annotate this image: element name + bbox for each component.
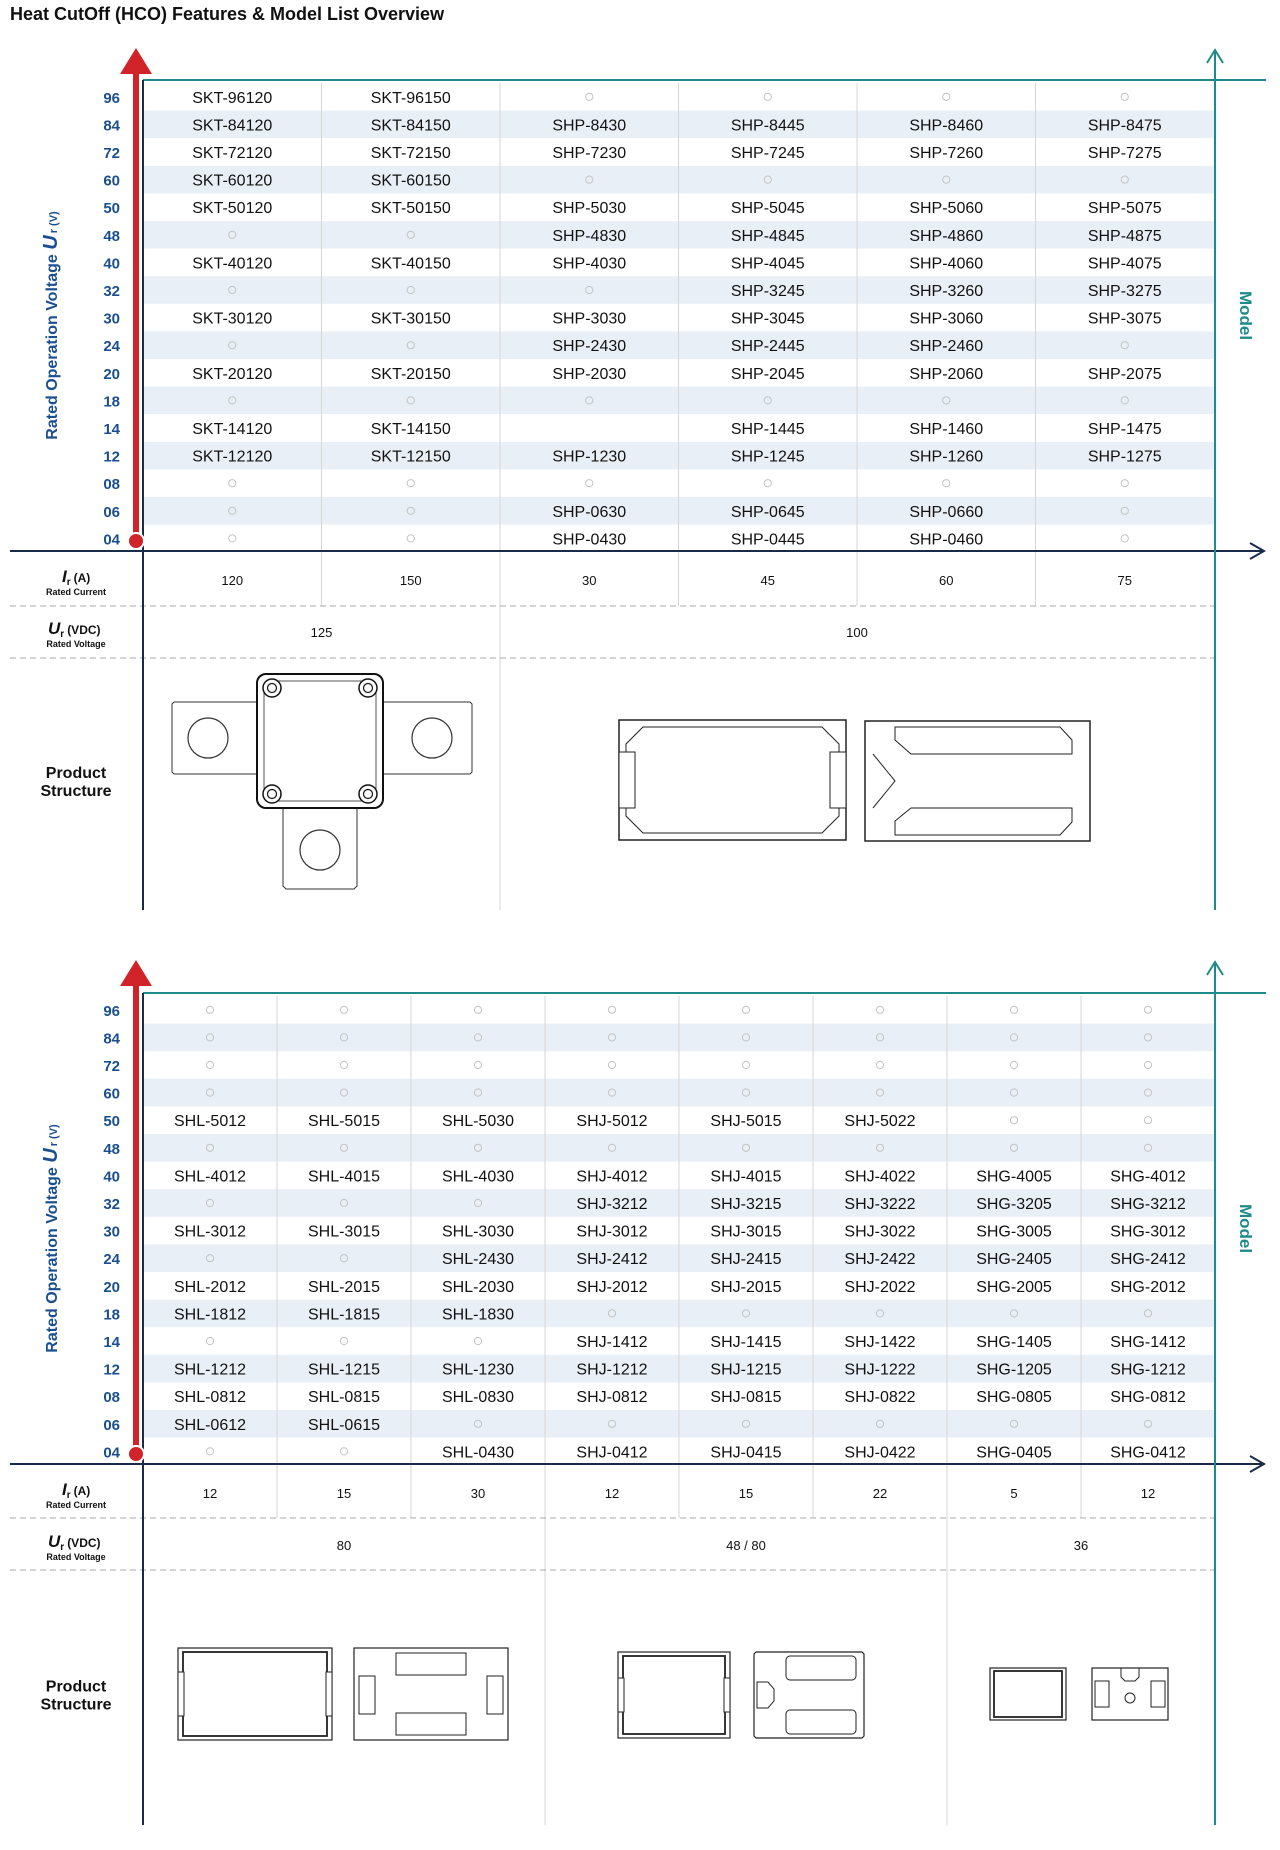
model-cell: SKT-14150	[370, 421, 451, 438]
model-cell: SHJ-5022	[844, 1113, 916, 1131]
voltage-label: 60	[103, 1085, 120, 1103]
model-cell: SHP-7260	[909, 145, 984, 162]
empty-marker-icon	[474, 1337, 481, 1344]
model-cell: SHJ-2012	[576, 1278, 648, 1296]
model-cell: SHJ-0822	[844, 1389, 916, 1407]
model-cell: SHP-2045	[730, 365, 805, 383]
model-cell: SHJ-0812	[576, 1389, 648, 1407]
model-cell: SHL-2012	[173, 1278, 247, 1296]
voltage-label: 50	[103, 1113, 120, 1131]
model-cell: SHG-1212	[1110, 1361, 1186, 1379]
voltage-caption: Rated Voltage	[46, 639, 106, 649]
model-cell: SHL-4030	[441, 1168, 515, 1186]
model-cell: SHG-2005	[976, 1278, 1052, 1296]
structure-label: Structure	[40, 1696, 112, 1714]
shj-lead-right	[724, 1678, 730, 1712]
model-cell: SHL-3012	[173, 1223, 247, 1241]
empty-marker-icon	[586, 93, 593, 100]
empty-marker-icon	[943, 480, 950, 487]
model-cell: SKT-50150	[370, 200, 451, 218]
model-cell: SHL-1230	[441, 1361, 515, 1379]
shp-top-view	[619, 720, 846, 840]
model-cell: SKT-72120	[192, 145, 273, 162]
rated-current-value: 12	[202, 1486, 218, 1501]
voltage-arrow-head-icon	[120, 48, 152, 74]
model-cell: SHJ-5012	[576, 1113, 648, 1131]
voltage-label: 48	[103, 227, 120, 245]
rated-current-value: 15	[336, 1486, 352, 1501]
model-cell: SHL-1212	[173, 1361, 247, 1379]
model-cell: SHL-1815	[307, 1306, 381, 1324]
model-cell: SHL-1812	[173, 1306, 247, 1324]
voltage-label: 84	[103, 117, 120, 135]
model-cell: SKT-84150	[370, 117, 451, 135]
screw-core-icon	[268, 790, 277, 799]
shl-top-body	[183, 1652, 327, 1736]
model-cell: SHL-2030	[441, 1278, 515, 1296]
model-cell: SHG-2405	[976, 1251, 1052, 1269]
model-cell: SHP-0430	[552, 531, 627, 549]
model-cell: SHP-5045	[730, 200, 805, 218]
model-cell: SHJ-3222	[844, 1196, 916, 1213]
model-cell: SHJ-5015	[710, 1113, 782, 1131]
model-cell: SHL-5030	[441, 1113, 515, 1131]
shj-top-body	[623, 1656, 725, 1734]
model-cell: SHJ-2022	[844, 1278, 916, 1296]
rated-current-value: 12	[1140, 1486, 1156, 1501]
empty-marker-icon	[1010, 1061, 1017, 1068]
model-cell: SKT-40120	[192, 255, 273, 273]
model-cell: SKT-96120	[192, 89, 273, 107]
empty-marker-icon	[474, 1061, 481, 1068]
model-cell: SKT-20120	[192, 365, 273, 383]
model-cell: SKT-96150	[370, 89, 451, 107]
rated-voltage-value: 125	[310, 625, 333, 640]
rated-current-value: 15	[738, 1486, 754, 1501]
empty-marker-icon	[206, 1006, 213, 1013]
model-cell: SHP-2030	[552, 365, 627, 383]
rated-current-value: 30	[470, 1486, 486, 1501]
rated-voltage-value: 36	[1073, 1538, 1089, 1553]
model-cell: SHP-4830	[552, 227, 627, 245]
model-cell: SHJ-2415	[710, 1251, 782, 1269]
voltage-label: 24	[103, 338, 120, 356]
model-cell: SHG-3012	[1110, 1223, 1186, 1241]
empty-marker-icon	[1121, 93, 1128, 100]
empty-marker-icon	[608, 1061, 615, 1068]
structure-label: Product	[45, 765, 107, 782]
model-cell: SHP-3075	[1087, 310, 1162, 328]
model-cell: SHJ-1412	[576, 1334, 648, 1351]
empty-marker-icon	[1144, 1006, 1151, 1013]
model-cell: SHL-4012	[173, 1168, 247, 1186]
screw-core-icon	[268, 684, 277, 693]
empty-marker-icon	[764, 480, 771, 487]
model-cell: SHP-7245	[730, 145, 805, 162]
model-cell: SHJ-1415	[710, 1334, 782, 1351]
model-cell: SKT-14120	[192, 421, 273, 438]
model-cell: SHJ-3012	[576, 1223, 648, 1241]
structure-label: Structure	[40, 783, 112, 800]
model-cell: SHJ-1422	[844, 1334, 916, 1351]
model-cell: SHL-3030	[441, 1223, 515, 1241]
empty-marker-icon	[407, 480, 414, 487]
model-cell: SHP-2060	[909, 365, 984, 383]
model-cell: SHP-5030	[552, 200, 627, 218]
shj-pad-bottom	[786, 1710, 856, 1734]
model-cell: SHL-1830	[441, 1306, 515, 1324]
y-axis-label: Rated Operation Voltage Ur (V)	[40, 211, 62, 440]
empty-marker-icon	[764, 93, 771, 100]
model-cell: SHL-5012	[173, 1113, 247, 1131]
current-header: $I_r$ (A)	[62, 1480, 91, 1501]
model-cell: SHP-3275	[1087, 283, 1162, 300]
model-cell: SHP-1445	[730, 421, 805, 438]
model-axis-label: Model	[1236, 1203, 1255, 1254]
rated-current-value: 30	[582, 573, 597, 588]
model-cell: SHP-8430	[552, 117, 627, 135]
rated-voltage-value: 100	[846, 625, 868, 640]
model-cell: SHP-3260	[909, 283, 984, 300]
voltage-header: $U_r$ (VDC)	[48, 1532, 101, 1553]
voltage-arrow-origin-icon	[128, 1446, 144, 1462]
voltage-label: 30	[103, 310, 120, 328]
model-cell: SHL-2430	[441, 1251, 515, 1269]
empty-marker-icon	[586, 480, 593, 487]
model-cell: SHP-1475	[1087, 421, 1162, 438]
model-cell: SHG-0412	[1110, 1444, 1186, 1462]
model-cell: SHJ-4012	[576, 1168, 648, 1186]
model-cell: SHP-2445	[730, 338, 805, 356]
voltage-label: 24	[103, 1251, 120, 1269]
voltage-label: 32	[103, 283, 120, 300]
empty-marker-icon	[876, 1006, 883, 1013]
rated-voltage-value: 80	[336, 1538, 352, 1553]
voltage-label: 06	[103, 503, 120, 521]
model-cell: SHJ-0422	[844, 1444, 916, 1462]
model-cell: SHP-7275	[1087, 145, 1162, 162]
model-cell: SHP-1230	[552, 448, 627, 466]
model-cell: SHG-0405	[976, 1444, 1052, 1462]
model-cell: SHG-0812	[1110, 1389, 1186, 1407]
y-axis-label: Rated Operation Voltage Ur (V)	[40, 1124, 62, 1353]
voltage-label: 30	[103, 1223, 120, 1241]
model-cell: SHP-0445	[730, 531, 805, 549]
voltage-label: 72	[103, 1058, 120, 1075]
empty-marker-icon	[474, 1006, 481, 1013]
current-caption: Rated Current	[45, 1500, 107, 1510]
model-cell: SHJ-3015	[710, 1223, 782, 1241]
model-cell: SHP-4875	[1087, 227, 1162, 245]
mount-hole-icon	[300, 830, 340, 870]
model-cell: SHG-1412	[1110, 1334, 1186, 1351]
empty-marker-icon	[206, 1448, 213, 1455]
model-cell: SHJ-3212	[576, 1196, 648, 1213]
rated-current-value: 120	[221, 573, 244, 588]
empty-marker-icon	[1121, 535, 1128, 542]
shl-pad-top	[396, 1653, 466, 1675]
model-cell: SHP-4060	[909, 255, 984, 273]
model-cell: SHL-4015	[307, 1168, 381, 1186]
shj-pad-top	[786, 1656, 856, 1680]
voltage-label: 84	[103, 1030, 120, 1048]
model-cell: SHL-2015	[307, 1278, 381, 1296]
model-axis-label: Model	[1236, 290, 1255, 341]
shj-lead-left	[618, 1678, 624, 1712]
empty-marker-icon	[742, 1006, 749, 1013]
empty-marker-icon	[407, 535, 414, 542]
model-cell: SHP-3045	[730, 310, 805, 328]
model-cell: SHL-3015	[307, 1223, 381, 1241]
empty-marker-icon	[1121, 480, 1128, 487]
model-cell: SHP-3060	[909, 310, 984, 328]
voltage-label: 18	[103, 1306, 120, 1324]
section-1	[10, 48, 1266, 910]
model-cell: SHP-2460	[909, 338, 984, 356]
rated-current-value: 45	[760, 573, 775, 588]
shg-marker-icon	[1125, 1693, 1135, 1703]
rated-current-value: 75	[1117, 573, 1132, 588]
shg-pad-right	[1151, 1681, 1165, 1707]
model-cell: SKT-84120	[192, 117, 273, 135]
rated-current-value: 22	[872, 1486, 888, 1501]
voltage-label: 40	[103, 1168, 120, 1186]
model-cell: SHG-0805	[976, 1389, 1052, 1407]
model-cell: SHL-0430	[441, 1444, 515, 1462]
shl-lead-right	[326, 1672, 332, 1716]
model-cell: SHP-2430	[552, 338, 627, 356]
empty-marker-icon	[340, 1061, 347, 1068]
model-cell: SHP-2075	[1087, 365, 1162, 383]
empty-marker-icon	[1144, 1117, 1151, 1124]
model-cell: SHJ-0412	[576, 1444, 648, 1462]
voltage-label: 32	[103, 1196, 120, 1213]
voltage-header: $U_r$ (VDC)	[48, 619, 101, 640]
model-cell: SKT-12150	[370, 448, 451, 466]
model-cell: SHP-5060	[909, 200, 984, 218]
model-cell: SKT-30120	[192, 310, 273, 328]
model-cell: SHJ-4015	[710, 1168, 782, 1186]
model-cell: SKT-20150	[370, 365, 451, 383]
rated-current-value: 5	[1010, 1486, 1018, 1501]
shj-pad-left	[757, 1682, 774, 1708]
model-cell: SHG-4012	[1110, 1168, 1186, 1186]
page-title: Heat CutOff (HCO) Features & Model List Overview	[10, 4, 445, 24]
voltage-caption: Rated Voltage	[46, 1552, 106, 1562]
voltage-label: 04	[103, 531, 120, 549]
model-cell: SHL-0830	[441, 1389, 515, 1407]
current-caption: Rated Current	[45, 587, 107, 597]
model-cell: SHP-5075	[1087, 200, 1162, 218]
voltage-label: 40	[103, 255, 120, 273]
model-cell: SHG-2012	[1110, 1278, 1186, 1296]
model-cell: SKT-50120	[192, 200, 273, 218]
voltage-label: 20	[103, 365, 120, 383]
shg-pad-left	[1095, 1681, 1109, 1707]
model-cell: SHJ-2412	[576, 1251, 648, 1269]
empty-marker-icon	[1010, 1117, 1017, 1124]
voltage-label: 08	[103, 1389, 120, 1407]
mount-hole-icon	[412, 718, 452, 758]
model-cell: SKT-60120	[192, 172, 273, 190]
empty-marker-icon	[943, 93, 950, 100]
model-cell: SHP-7230	[552, 145, 627, 162]
model-cell: SHL-0815	[307, 1389, 381, 1407]
empty-marker-icon	[340, 1337, 347, 1344]
model-cell: SKT-40150	[370, 255, 451, 273]
model-cell: SHL-1215	[307, 1361, 381, 1379]
model-cell: SHJ-2015	[710, 1278, 782, 1296]
empty-marker-icon	[1144, 1061, 1151, 1068]
empty-marker-icon	[206, 1337, 213, 1344]
empty-marker-icon	[340, 1448, 347, 1455]
voltage-label: 96	[103, 1002, 120, 1020]
rated-current-value: 12	[604, 1486, 620, 1501]
model-cell: SHJ-4022	[844, 1168, 916, 1186]
model-cell: SKT-60150	[370, 172, 451, 190]
model-cell: SHG-3005	[976, 1223, 1052, 1241]
model-cell: SHJ-0815	[710, 1389, 782, 1407]
empty-marker-icon	[1010, 1006, 1017, 1013]
empty-marker-icon	[206, 1061, 213, 1068]
model-cell: SHP-0660	[909, 503, 984, 521]
model-cell: SKT-12120	[192, 448, 273, 466]
rated-current-value: 60	[939, 573, 954, 588]
model-cell: SHP-4860	[909, 227, 984, 245]
model-cell: SHJ-3022	[844, 1223, 916, 1241]
model-cell: SHG-1205	[976, 1361, 1052, 1379]
voltage-label: 60	[103, 172, 120, 190]
model-cell: SHJ-2422	[844, 1251, 916, 1269]
model-cell: SHP-4045	[730, 255, 805, 273]
empty-marker-icon	[229, 535, 236, 542]
model-cell: SHP-3245	[730, 283, 805, 300]
voltage-label: 04	[103, 1444, 120, 1462]
empty-marker-icon	[742, 1061, 749, 1068]
voltage-arrow-origin-icon	[128, 533, 144, 549]
voltage-label: 14	[103, 1334, 120, 1351]
voltage-label: 18	[103, 393, 120, 411]
voltage-label: 08	[103, 476, 120, 494]
model-cell: SHL-0615	[307, 1416, 381, 1434]
model-cell: SHJ-1212	[576, 1361, 648, 1379]
model-cell: SHP-8445	[730, 117, 805, 135]
model-cell: SHP-3030	[552, 310, 627, 328]
voltage-label: 14	[103, 421, 120, 438]
shl-lead-left	[178, 1672, 184, 1716]
voltage-label: 20	[103, 1278, 120, 1296]
voltage-label: 12	[103, 1361, 120, 1379]
section-2	[10, 960, 1266, 1825]
model-cell: SHG-3205	[976, 1196, 1052, 1213]
model-cell: SHG-1405	[976, 1334, 1052, 1351]
model-cell: SHJ-0415	[710, 1444, 782, 1462]
empty-marker-icon	[340, 1006, 347, 1013]
model-cell: SHP-8460	[909, 117, 984, 135]
voltage-label: 48	[103, 1140, 120, 1158]
model-cell: SHP-4075	[1087, 255, 1162, 273]
model-cell: SHL-5015	[307, 1113, 381, 1131]
current-header: $I_r$ (A)	[62, 567, 91, 588]
model-cell: SHJ-3215	[710, 1196, 782, 1213]
empty-marker-icon	[876, 1061, 883, 1068]
model-cell: SHJ-1215	[710, 1361, 782, 1379]
rated-voltage-value: 48 / 80	[726, 1538, 766, 1553]
model-cell: SHP-1460	[909, 421, 984, 438]
screw-core-icon	[364, 684, 373, 693]
model-cell: SHP-0460	[909, 531, 984, 549]
shl-pad-right	[487, 1676, 503, 1714]
model-cell: SHG-4005	[976, 1168, 1052, 1186]
model-cell: SHP-4030	[552, 255, 627, 273]
structure-label: Product	[45, 1678, 107, 1696]
shl-pad-bottom	[396, 1713, 466, 1735]
model-cell: SHP-0645	[730, 503, 805, 521]
voltage-label: 50	[103, 200, 120, 218]
voltage-label: 12	[103, 448, 120, 466]
model-cell: SHP-8475	[1087, 117, 1162, 135]
shp-lead-right	[830, 752, 846, 808]
model-cell: SHP-1275	[1087, 448, 1162, 466]
model-cell: SHG-3212	[1110, 1196, 1186, 1213]
model-cell: SKT-30150	[370, 310, 451, 328]
model-cell: SHJ-1222	[844, 1361, 916, 1379]
empty-marker-icon	[229, 480, 236, 487]
voltage-label: 72	[103, 145, 120, 162]
screw-core-icon	[364, 790, 373, 799]
rated-current-value: 150	[399, 573, 422, 588]
model-cell: SHP-4845	[730, 227, 805, 245]
model-cell: SHG-2412	[1110, 1251, 1186, 1269]
voltage-label: 96	[103, 89, 120, 107]
model-cell: SHP-1260	[909, 448, 984, 466]
voltage-label: 06	[103, 1416, 120, 1434]
model-cell: SKT-72150	[370, 145, 451, 162]
shg-top-body	[994, 1671, 1062, 1717]
shp-bottom-view	[865, 721, 1090, 841]
shl-pad-left	[359, 1676, 375, 1714]
empty-marker-icon	[608, 1006, 615, 1013]
model-cell: SHP-0630	[552, 503, 627, 521]
model-cell: SHL-0612	[173, 1416, 247, 1434]
model-cell: SHL-0812	[173, 1389, 247, 1407]
mount-hole-icon	[188, 718, 228, 758]
voltage-arrow-head-icon	[120, 960, 152, 986]
shp-lead-left	[619, 752, 635, 808]
model-cell: SHP-1245	[730, 448, 805, 466]
